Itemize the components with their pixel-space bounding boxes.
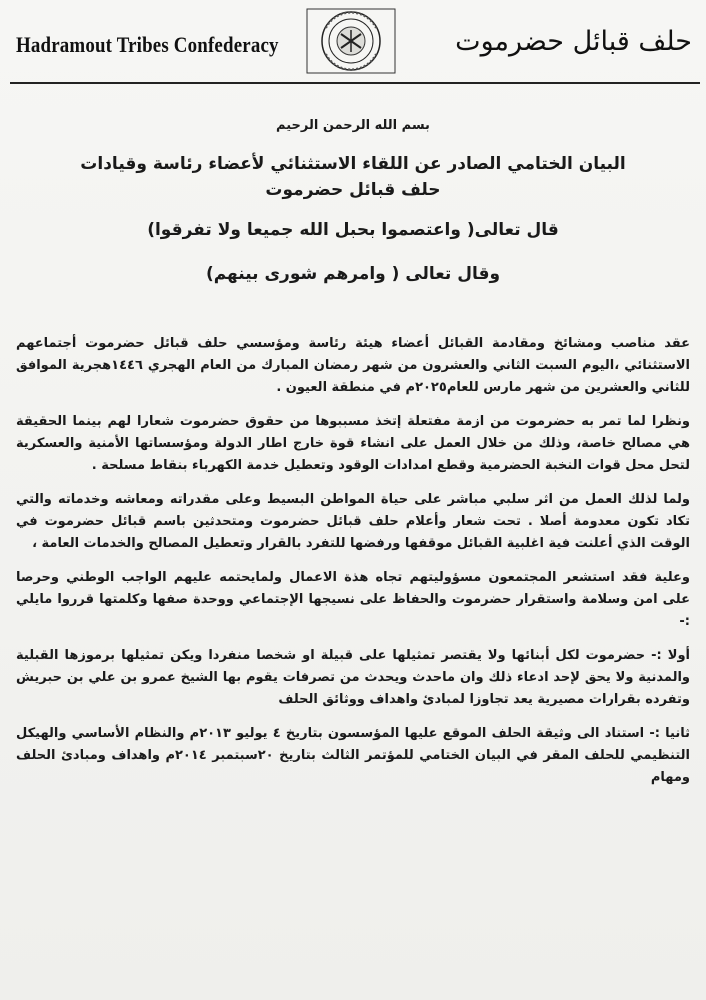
statement-title [16, 151, 690, 203]
paragraph-meeting: عقد مناصب ومشائخ ومقادمة القبائل أعضاء هيئة رئاسة ومؤسسي حلف قبائل حضرموت أجتماعهم الاستثنائي ،اليوم السبت الثاني والعشرون من شهر رمضان المبارك من العام الهجري ١٤٤٦هجرية الموافق للثاني والعشرين من شهر مارس للعام٢٠٢٥م في منطقة العيون . [16, 336, 690, 395]
paragraph-first-resolution: أولا :- حضرموت لكل أبنائها ولا يقتصر تمثيلها على قبيلة او شخصا منفردا ويكن تمثيلها برموزها القبلية والمدنية ولا يحق لإحد ادعاء ذلك وان ماحدث ويحدث من تصرفات يقوم بها الشيخ عمرو بن علي بن حبريش وتفرده بقرارات مصيرية يعد تجاوزا لمبادئ واهداف ووثائق الحلف [16, 648, 690, 707]
basmala: بسم الله الرحمن الرحيم [276, 118, 430, 133]
paragraph-impact: ولما لذلك العمل من اثر سلبي مباشر على حياة المواطن البسيط وعلى مقدراته ومعاشه وخدماته والتي تكاد تكون معدومة أصلا . تحت شعار وأعلام حلف قبائل حضرموت ومتحدثين باسم قبائل حضرموت في الوقت الذي أعلنت فية اغلبية القبائل موقفها ورفضها للتفرد بالقرار وتعطيل المصالح والخدمات العامة ، [16, 492, 690, 551]
statement-title-line-2: حلف قبائل حضرموت [265, 180, 441, 200]
letterhead-english-title: Hadramout Tribes Confederacy [16, 32, 279, 57]
paragraph-resolution-intro: وعلية فقد استشعر المجتمعون مسؤوليتهم تجاه هذة الاعمال ولمايحتمه عليهم الواجب الوطني وحرصا على امن وسلامة واستقرار حضرموت والحفاظ على نسيجها الإجتماعي ووحدة صفها وكلمتها قرروا مايلي :- [16, 570, 690, 629]
letterhead-arabic-title: حلف قبائل حضرموت [455, 26, 692, 57]
letterhead [10, 6, 700, 84]
quran-verse-1: قال تعالى( واعتصموا بحبل الله جميعا ولا تفرقوا) [147, 220, 559, 240]
confederacy-seal-logo [306, 8, 396, 74]
statement-title-line-1: البيان الختامي الصادر عن اللقاء الاستثنائي لأعضاء رئاسة وقيادات [80, 154, 626, 174]
quran-verse-2: وقال تعالى ( وامرهم شورى بينهم) [205, 264, 501, 284]
paragraph-crisis: ونظرا لما تمر به حضرموت من ازمة مفتعلة إتخذ مسببوها من حقوق حضرموت شعارا لهم بينما الحقيقة هي مصالح خاصة، وذلك من خلال العمل على انشاء قوة خارج اطار الدولة ومؤسساتها الأمنية والعسكرية لتحل محل قوات النخبة الحضرمية وقطع امدادات الوقود وتعطيل خدمة الكهرباء بنقاط مسلحة . [16, 414, 690, 473]
paragraph-second-resolution: ثانيا :- استناد الى وثيقة الحلف الموقع عليها المؤسسون بتاريخ ٤ يوليو ٢٠١٣م والنظام الأساسي والهيكل التنظيمي للحلف المقر في البيان الختامي للمؤتمر الثالث بتاريخ ٢٠سبتمبر ٢٠١٤م واهداف ومبادئ الحلف ومهام [16, 726, 690, 785]
document-body [16, 118, 690, 801]
